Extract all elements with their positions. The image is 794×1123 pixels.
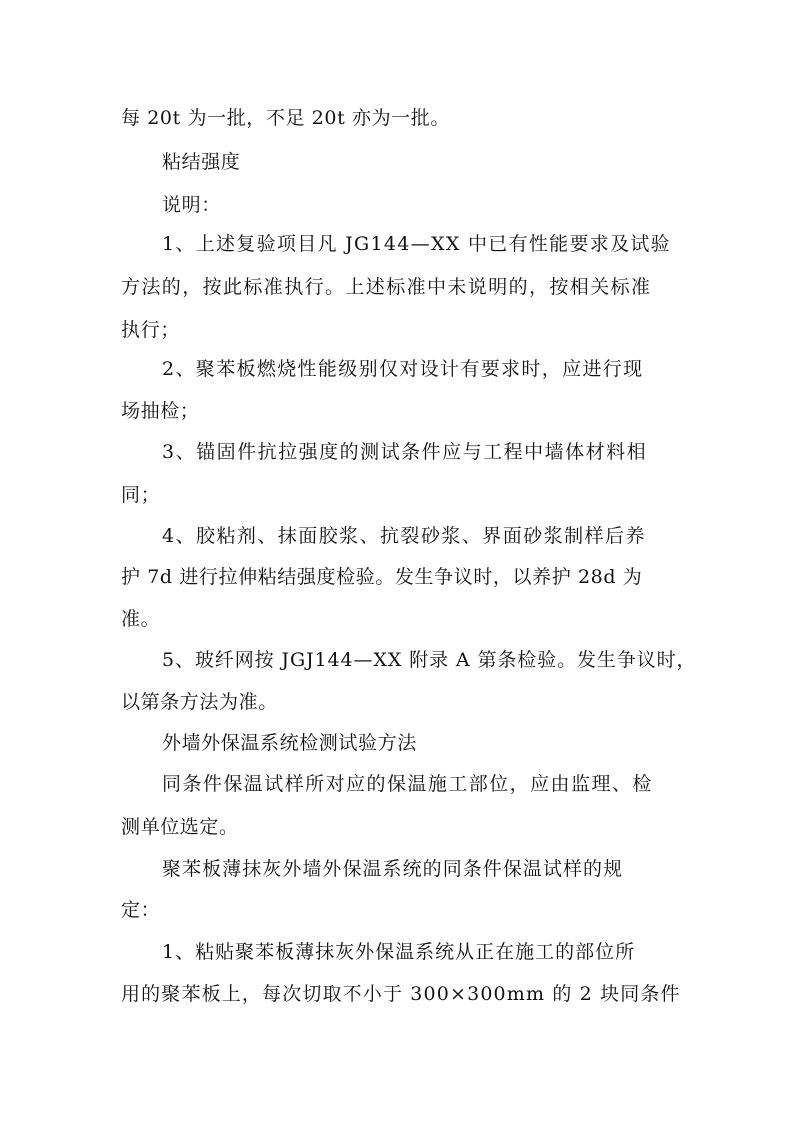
- body-text-line: 准。: [121, 608, 161, 630]
- body-text-line: 3、锚固件抗拉强度的测试条件应与工程中墙体材料相: [162, 441, 648, 463]
- body-text-line: 5、玻纤网按 JGJ144—XX 附录 A 第条检验。发生争议时，: [162, 649, 697, 671]
- body-text-line: 4、胶粘剂、抹面胶浆、抗裂砂浆、界面砂浆制样后养: [162, 525, 646, 547]
- body-text-line: 同条件保温试样所对应的保温施工部位，应由监理、检: [162, 773, 653, 795]
- section-heading: 外墙外保温系统检测试验方法: [162, 732, 417, 754]
- body-text-line: 测单位选定。: [121, 816, 239, 838]
- body-text-line: 聚苯板薄抹灰外墙外保温系统的同条件保温试样的规: [162, 858, 624, 880]
- body-text-line: 方法的，按此标准执行。上述标准中未说明的，按相关标准: [121, 276, 652, 298]
- body-text-line: 每 20t 为一批，不足 20t 亦为一批。: [121, 107, 450, 129]
- body-text-line: 执行；: [121, 319, 180, 341]
- section-heading: 粘结强度: [162, 151, 241, 173]
- body-text-line: 1、上述复验项目凡 JG144—XX 中已有性能要求及试验: [162, 233, 671, 255]
- body-text-line: 同；: [121, 484, 161, 506]
- note-heading: 说明：: [162, 194, 221, 216]
- body-text-line: 用的聚苯板上，每次切取不小于 300×300mm 的 2 块同条件: [121, 983, 681, 1005]
- body-text-line: 2、聚苯板燃烧性能级别仅对设计有要求时，应进行现: [162, 358, 644, 380]
- body-text-line: 定：: [121, 899, 161, 921]
- body-text-line: 以第条方法为准。: [121, 691, 278, 713]
- body-text-line: 场抽检；: [121, 400, 200, 422]
- body-text-line: 护 7d 进行拉伸粘结强度检验。发生争议时，以养护 28d 为: [121, 566, 643, 588]
- body-text-line: 1、粘贴聚苯板薄抹灰外保温系统从正在施工的部位所: [162, 941, 636, 963]
